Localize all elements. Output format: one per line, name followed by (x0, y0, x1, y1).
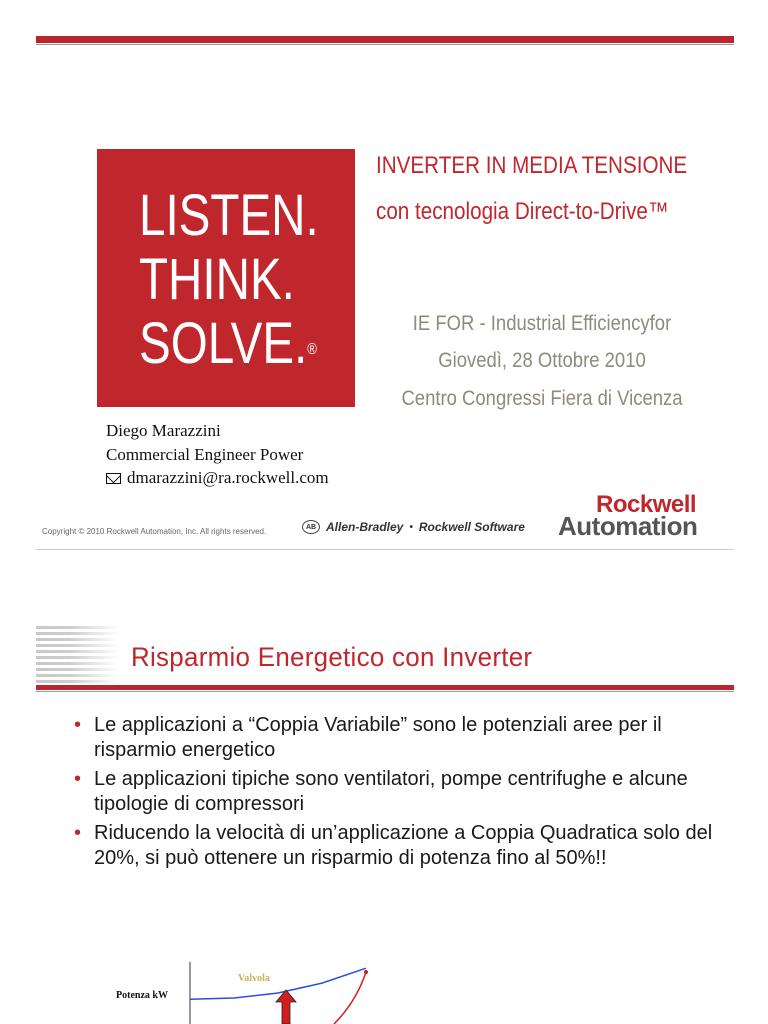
bullet-text: Riducendo la velocità di un’applicazione a Coppia Quadratica solo del 20%, si può ottenere un risparmio di potenza fino al 50%!! (94, 822, 713, 869)
chart-series-inverter-line (334, 972, 366, 1024)
list-item (74, 821, 724, 871)
chart-endpoint-marker (364, 970, 368, 974)
event-date: Giovedì, 28 Ottobre 2010 (438, 349, 646, 372)
presentation-title: INVERTER IN MEDIA TENSIONE (376, 152, 688, 179)
title-accent-rule (36, 691, 734, 692)
rockwell-logo-line-2: Automation (558, 511, 698, 541)
title-stripes-fade (36, 626, 120, 684)
bullet-icon: • (74, 714, 82, 736)
slide-title: Risparmio Energetico con Inverter (131, 642, 533, 672)
logo-line-2: THINK. (139, 247, 295, 312)
allen-bradley-badge-icon: AB (302, 520, 320, 534)
author-role: Commercial Engineer Power (106, 445, 304, 464)
chart-series-valvola-line (190, 968, 366, 999)
chart-series-label-valvola: Valvola (238, 973, 270, 984)
copyright-notice: Copyright © 2010 Rockwell Automation, Inc. All rights reserved. (42, 527, 267, 536)
event-venue: Centro Congressi Fiera di Vicenza (401, 387, 683, 410)
logo-line-3 (139, 311, 317, 376)
brand-rockwell-software: Rockwell Software (418, 520, 525, 534)
power-chart (108, 962, 408, 1024)
logo-line-1: LISTEN. (139, 183, 319, 248)
author-email-row (106, 468, 329, 488)
listen-think-solve-logo (97, 149, 355, 407)
bullet-list (74, 713, 724, 875)
logo-line-3-text: SOLVE. (139, 311, 308, 376)
bullet-text: Le applicazioni tipiche sono ventilatori, pompe centrifughe e alcune tipologie di compressori (94, 768, 688, 815)
author-email-link[interactable]: dmarazzini@ra.rockwell.com (127, 468, 329, 487)
bullet-icon: • (74, 822, 82, 844)
brand-strip (302, 520, 525, 534)
top-accent-rule (36, 44, 734, 45)
arrow-up-icon (276, 990, 296, 1024)
event-name: IE FOR - Industrial Efficiencyfor (412, 312, 672, 335)
brand-separator: • (409, 521, 413, 533)
author-name: Diego Marazzini (106, 421, 221, 440)
content-slide (0, 578, 768, 1024)
presentation-subtitle: con tecnologia Direct-to-Drive™ (376, 198, 669, 225)
bullet-icon: • (74, 768, 82, 790)
envelope-icon (106, 473, 121, 484)
brand-allen-bradley: Allen-Bradley (326, 520, 404, 534)
list-item (74, 767, 724, 817)
slide-bottom-rule (36, 549, 734, 550)
chart-y-axis-label: Potenza kW (116, 990, 168, 1001)
list-item (74, 713, 724, 763)
bullet-text: Le applicazioni a “Coppia Variabile” sono le potenziali aree per il risparmio energetico (94, 714, 662, 761)
rockwell-logo-line-1: Rockwell (596, 491, 697, 518)
registered-mark: ® (307, 341, 317, 358)
title-accent-bar (36, 685, 734, 690)
top-accent-bar (36, 36, 734, 43)
